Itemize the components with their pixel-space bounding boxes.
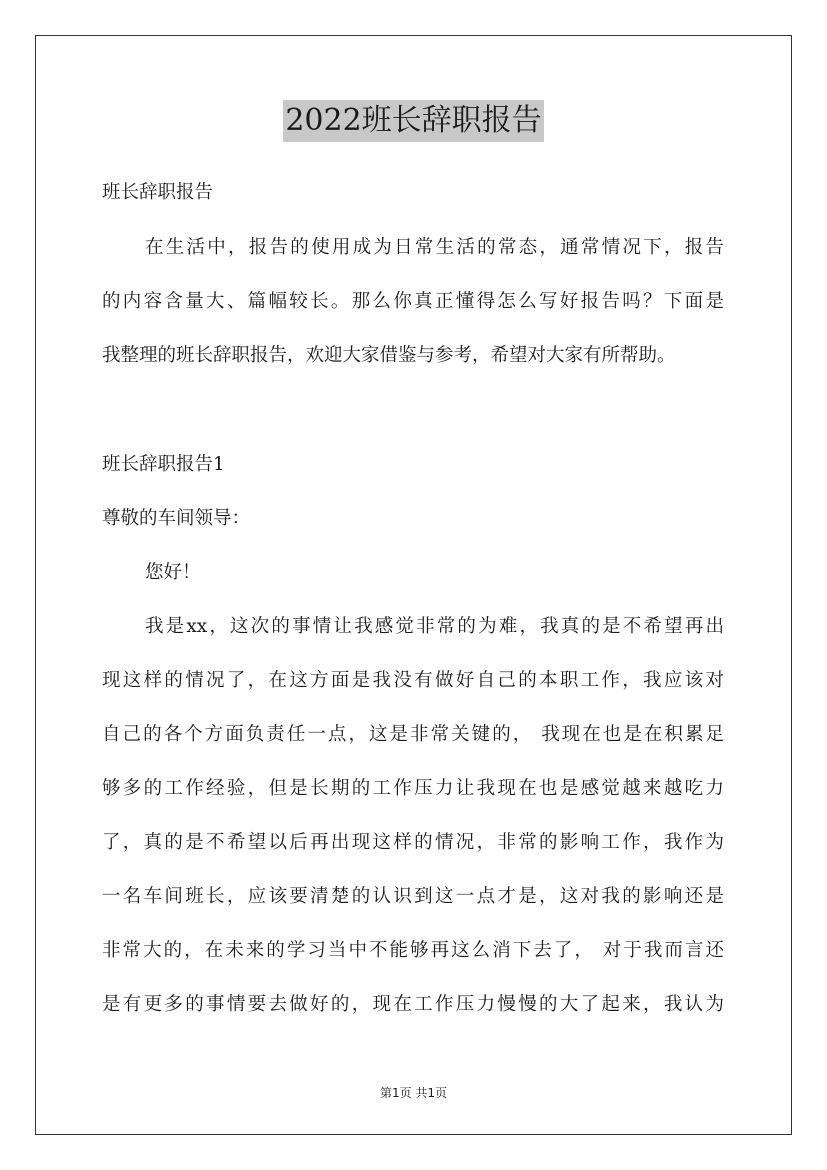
paragraph-line: 的内容含量大、篇幅较长。那么你真正懂得怎么写好报告吗？下面是 — [102, 291, 724, 312]
subtitle: 班长辞职报告 — [102, 182, 214, 203]
paragraph-line: 在生活中，报告的使用成为日常生活的常态，通常情况下，报告 — [145, 237, 724, 258]
paragraph-line: 了，真的是不希望以后再出现这样的情况，非常的影响工作，我作为 — [102, 832, 724, 853]
paragraph-line: 我是xx，这次的事情让我感觉非常的为难，我真的是不希望再出 — [145, 616, 724, 637]
paragraph-line: 是有更多的事情要去做好的，现在工作压力慢慢的大了起来，我认为 — [102, 994, 724, 1015]
title-wrap — [0, 100, 827, 142]
salutation: 尊敬的车间领导： — [102, 508, 251, 529]
paragraph-line: 够多的工作经验，但是长期的工作压力让我现在也是感觉越来越吃力 — [102, 778, 724, 799]
paragraph-line: 现这样的情况了，在这方面是我没有做好自己的本职工作，我应该对 — [102, 670, 724, 691]
document-title: 2022班长辞职报告 — [283, 100, 543, 142]
paragraph-line: 我整理的班长辞职报告，欢迎大家借鉴与参考，希望对大家有所帮助。 — [102, 345, 676, 366]
page-footer: 第1页 共1页 — [379, 1086, 448, 1100]
paragraph-line: 一名车间班长，应该要清楚的认识到这一点才是，这对我的影响还是 — [102, 886, 724, 907]
greeting: 您好！ — [145, 562, 201, 583]
section-heading: 班长辞职报告1 — [102, 454, 225, 475]
paragraph-line: 自己的各个方面负责任一点，这是非常关键的， 我现在也是在积累足 — [102, 724, 724, 745]
paragraph-line: 非常大的，在未来的学习当中不能够再这么消下去了， 对于我而言还 — [102, 940, 724, 961]
